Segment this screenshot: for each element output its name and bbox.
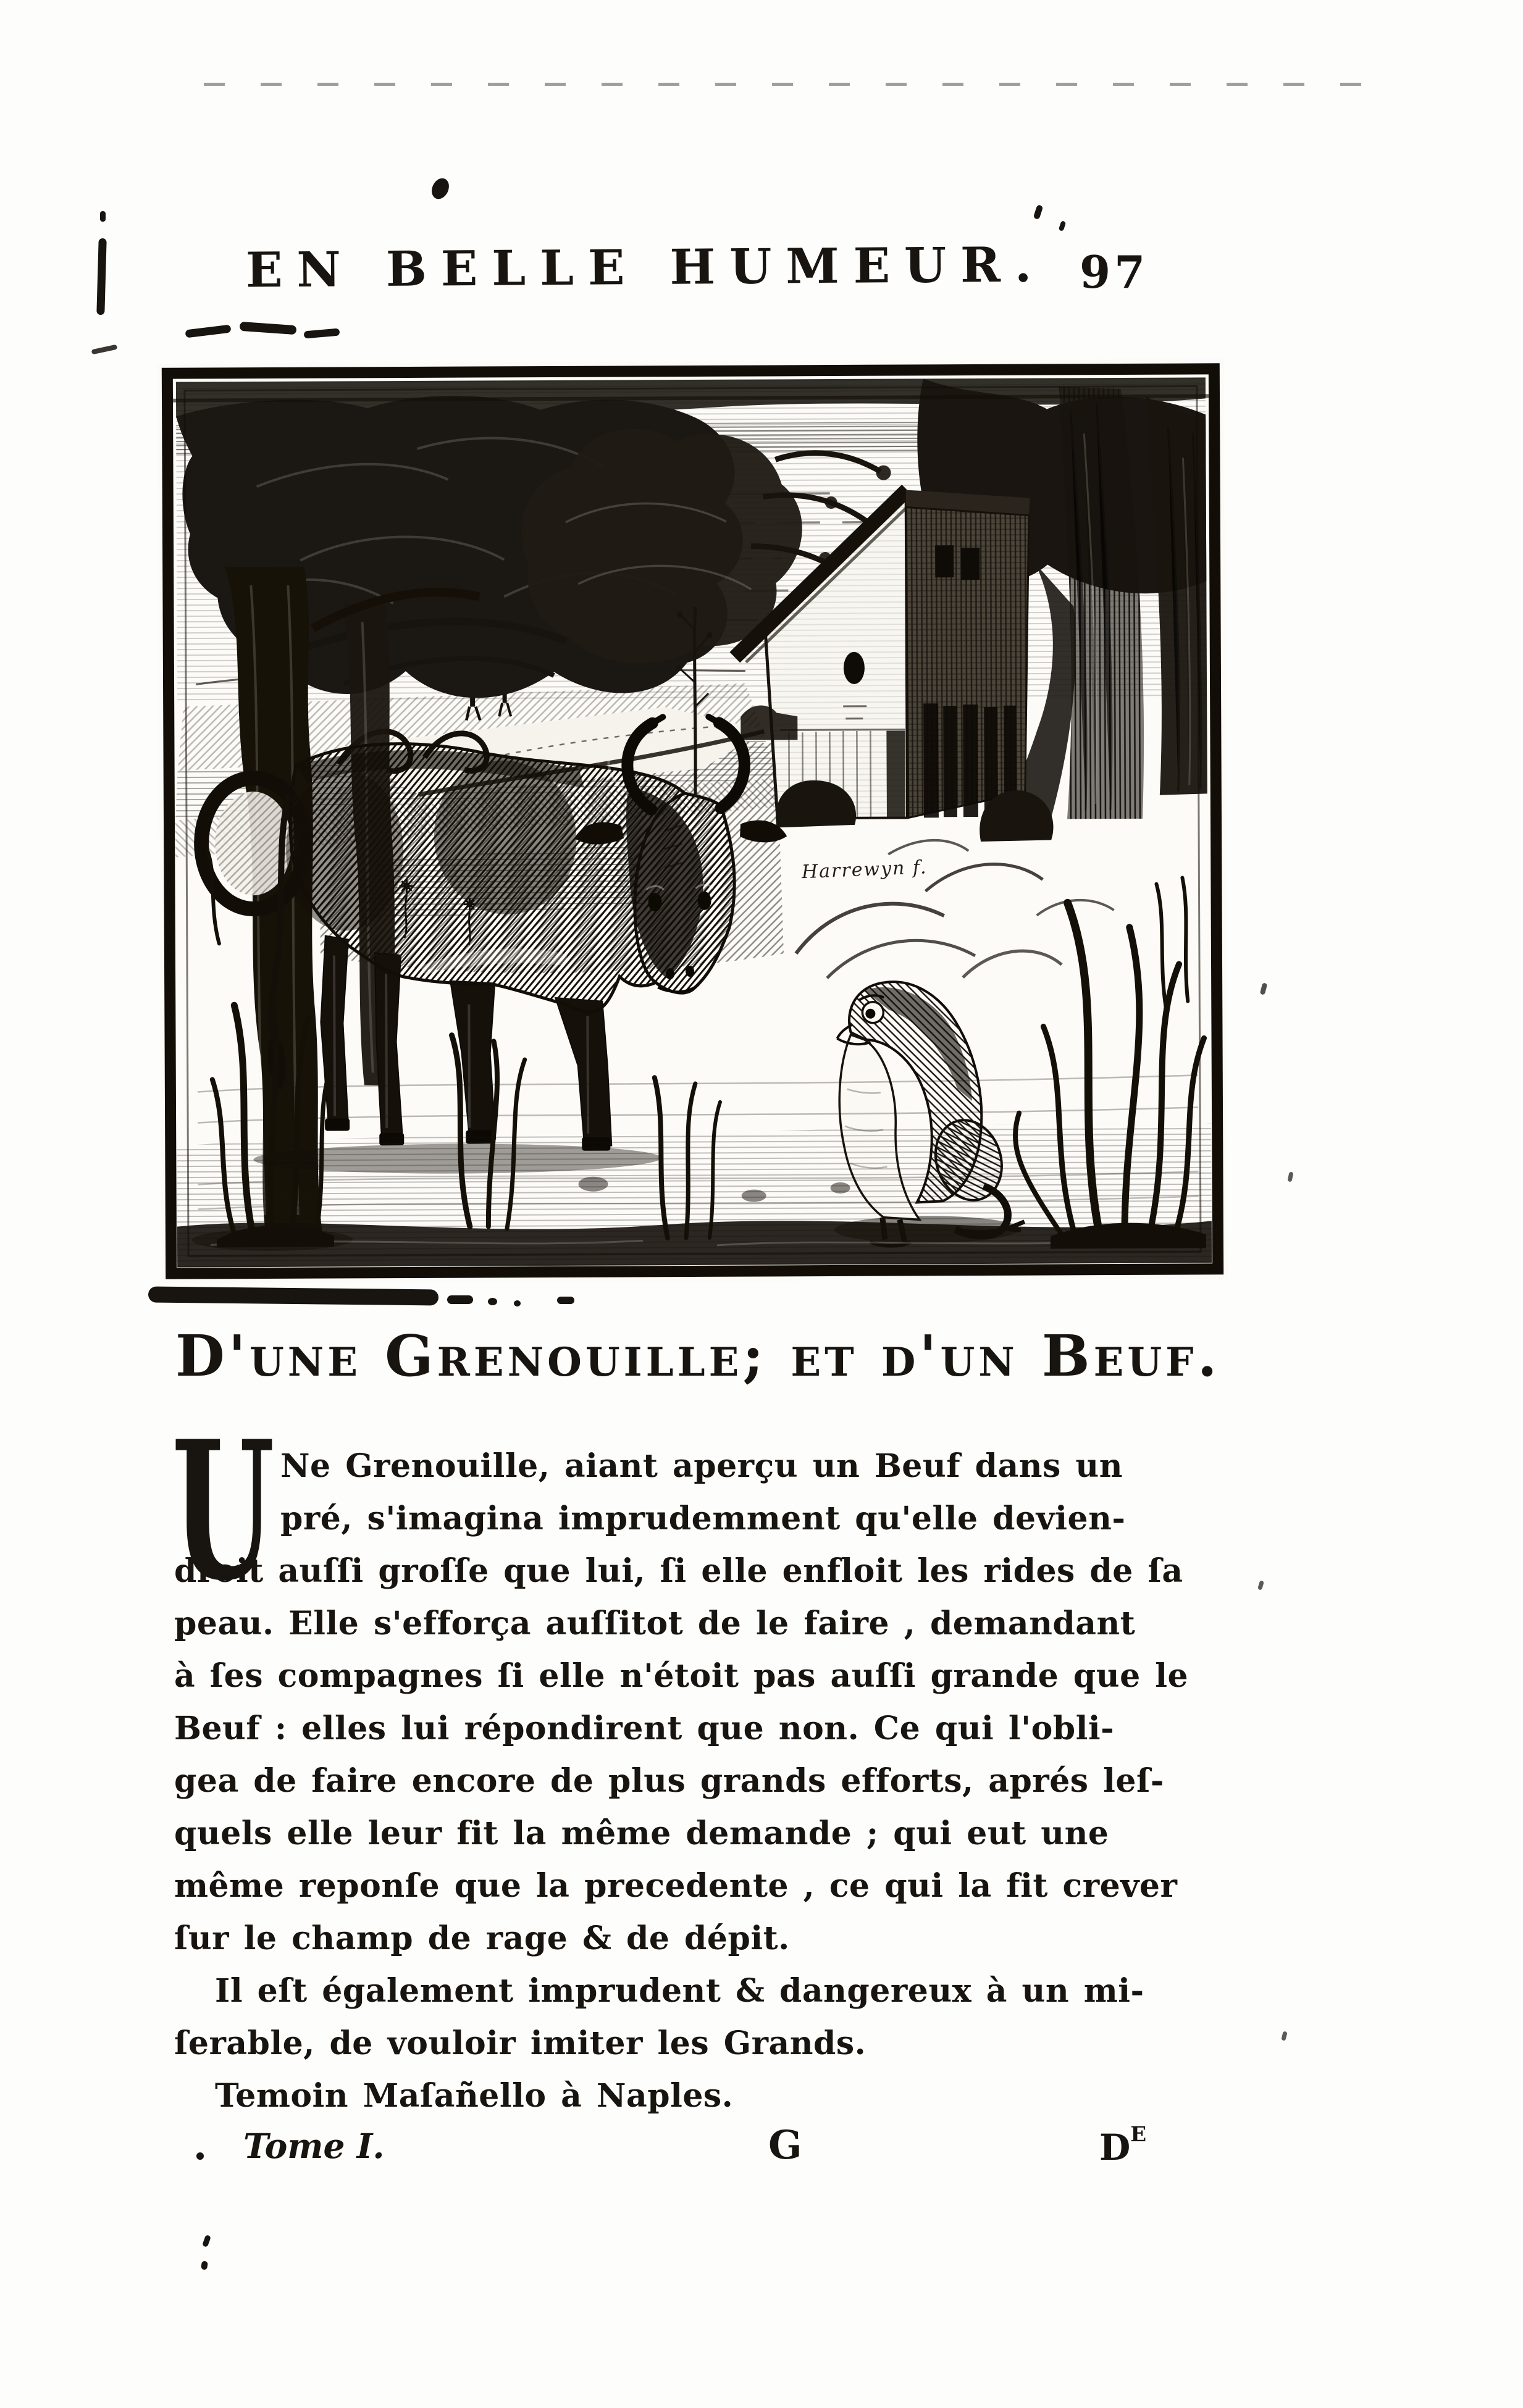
scan-noise-smudge xyxy=(240,322,297,335)
text-line: quels elle leur fit la même demande ; qui eut une xyxy=(174,1815,1109,1852)
text-line: ſerable, de vouloir imiter les Grands. xyxy=(174,2025,866,2062)
text-line: Ne Grenouille, aiant aperçu un Beuf dans un xyxy=(280,1447,1123,1485)
engraver-signature: Harrewyn f. xyxy=(801,856,928,884)
text-line: droit auſſi groſſe que lui, ſi elle enfloit les rides de ſa xyxy=(174,1552,1183,1590)
volume-label: Tome I. xyxy=(243,2126,385,2166)
fable-text xyxy=(172,1399,1199,2175)
text-line: Temoin Maſañello à Naples. xyxy=(215,2077,734,2115)
drop-cap: U xyxy=(172,1399,275,1623)
scan-noise-mark xyxy=(1257,1580,1264,1590)
scan-noise-mark xyxy=(100,211,106,222)
text-line: Beuf : elles lui répondirent que non. Ce qui l'obli- xyxy=(174,1710,1115,1747)
scan-noise-mark xyxy=(447,1295,473,1304)
text-line: ſur le champ de rage & de dépit. xyxy=(174,1920,790,1957)
page-number: 97 xyxy=(1080,246,1149,298)
text-line: Il eſt également imprudent & dangereux à un mi- xyxy=(215,1972,1144,2010)
text-line: peau. Elle s'efforça auſſitot de le faire , demandant xyxy=(174,1605,1136,1642)
catchword-base: D xyxy=(1099,2126,1131,2168)
catchword-superscript: E xyxy=(1130,2122,1147,2147)
scan-noise-mark xyxy=(202,2235,211,2247)
scan-noise-smudge xyxy=(185,325,231,338)
scan-noise-mark xyxy=(488,1298,497,1305)
text-line: gea de faire encore de plus grands efforts, aprés leſ- xyxy=(174,1762,1164,1800)
scan-noise-mark xyxy=(201,2260,208,2270)
scan-noise-mark xyxy=(1033,204,1044,220)
scan-noise-smudge xyxy=(91,345,118,355)
scan-noise-mark xyxy=(1281,2031,1287,2041)
text-line: même reponſe que la precedente , ce qui la fit crever xyxy=(174,1867,1178,1905)
scan-noise-binding-mark xyxy=(96,238,106,315)
catchword xyxy=(1099,2122,1146,2168)
scan-noise-ink-spot xyxy=(429,175,452,202)
fable-engraving xyxy=(157,359,1228,1284)
scan-noise-mark xyxy=(557,1297,574,1304)
footer-line xyxy=(174,2122,1199,2175)
scan-noise-mark xyxy=(514,1300,521,1306)
scan-noise-ink-smear xyxy=(148,1287,438,1306)
text-line: à ſes compagnes ſi elle n'étoit pas auſſi grande que le xyxy=(174,1657,1189,1695)
scan-noise-mark xyxy=(1059,220,1067,232)
scan-noise-top-line xyxy=(204,83,1383,86)
scan-noise-mark xyxy=(1260,982,1268,995)
signature-mark: G xyxy=(768,2122,802,2168)
fable-title: D'une Grenouille; et d'un Beuf. xyxy=(175,1323,1221,1389)
scan-noise-mark xyxy=(1287,1171,1293,1182)
running-title: EN BELLE HUMEUR. xyxy=(245,236,1046,299)
text-line: pré, s'imagina imprudemment qu'elle devien- xyxy=(280,1500,1126,1537)
scan-noise-smudge xyxy=(304,328,340,338)
